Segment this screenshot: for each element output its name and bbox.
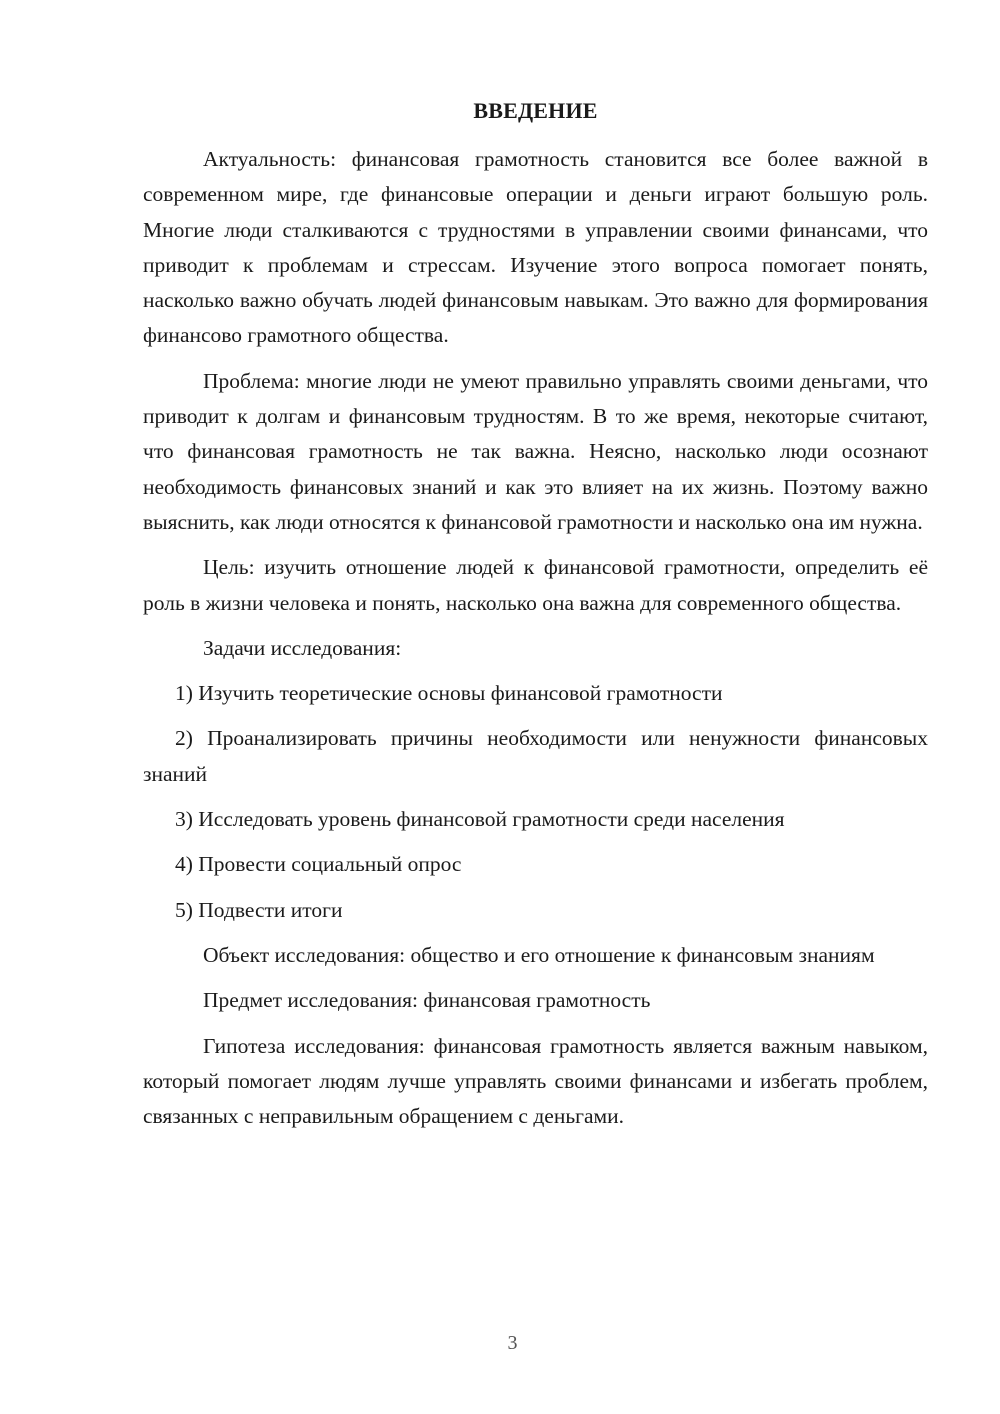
paragraph-tasks-heading: Задачи исследования:: [203, 635, 402, 660]
document-body: [143, 142, 928, 1144]
document-page: [143, 0, 928, 1414]
paragraph-relevance: Актуальность: финансовая грамотность становится все более важной в современном мире, где финансовые операции и деньги играют большую роль. Многие люди сталкиваются с трудностями в управлении своими финансами, что приводит к проблемам и стрессам. Изучение этого вопроса помогает понять, насколько важно обучать людей финансовым навыкам. Это важно для формирования финансово грамотного общества.: [143, 147, 928, 348]
paragraph-object: Объект исследования: общество и его отношение к финансовым знаниям: [203, 942, 875, 967]
paragraph-hypothesis: Гипотеза исследования: финансовая грамотность является важным навыком, который помогает людям лучше управлять своими финансами и избегать проблем, связанных с неправильным обращением с деньгами.: [143, 1033, 928, 1129]
task-item: 1) Изучить теоретические основы финансовой грамотности: [175, 681, 723, 706]
paragraph-goal: Цель: изучить отношение людей к финансовой грамотности, определить её роль в жизни человека и понять, насколько она важна для современного общества.: [143, 555, 928, 615]
task-item: 3) Исследовать уровень финансовой грамотности среди населения: [175, 807, 785, 832]
task-item: 5) Подвести итоги: [175, 897, 343, 922]
page-number: 3: [507, 1332, 518, 1354]
paragraph-subject: Предмет исследования: финансовая грамотность: [203, 988, 651, 1013]
paragraph-problem: Проблема: многие люди не умеют правильно управлять своими деньгами, что приводит к долгам и финансовым трудностям. В то же время, некоторые считают, что финансовая грамотность не так важна. Неясно, насколько люди осознают необходимость финансовых знаний и как это влияет на их жизнь. Поэтому важно выяснить, как люди относятся к финансовой грамотности и насколько она им нужна.: [143, 368, 928, 534]
task-item: 4) Провести социальный опрос: [175, 852, 462, 877]
section-title: ВВЕДЕНИЕ: [473, 98, 598, 123]
task-item: 2) Проанализировать причины необходимости или ненужности финансовых знаний: [143, 726, 928, 786]
